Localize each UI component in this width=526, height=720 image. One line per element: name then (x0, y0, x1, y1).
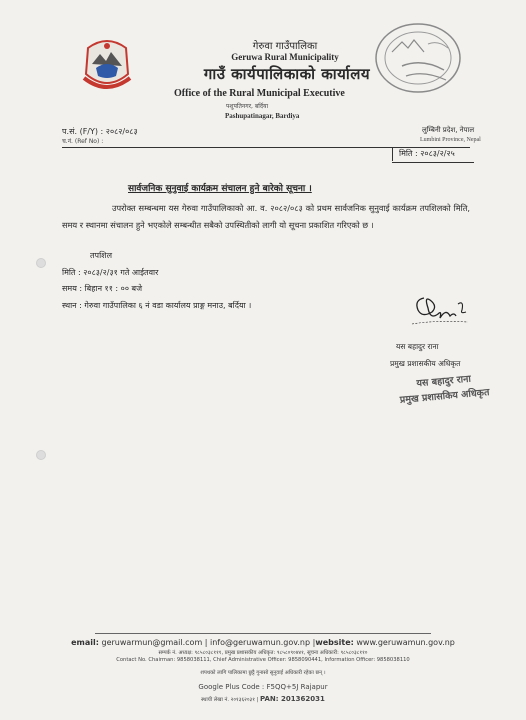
province-nepali: लुम्बिनी प्रदेश, नेपाल (422, 126, 475, 134)
notice-subject: सार्वजनिक सुनुवाई कार्यक्रम संचालन हुने बारेको सूचना । (128, 184, 312, 194)
nepal-emblem-icon (78, 34, 136, 96)
letter-date: मिति : २०८३/२/२५ (392, 147, 475, 161)
footer-contact-nepali: सम्पर्क नं. अध्यक्ष: ९८५८०३८१११, प्रमुख प्रशासकीय अधिकृत: ९८५८०९०४४१, सूचना अधिकारी: ९८५८०३८११० (158, 650, 368, 656)
pan-nepali: स्थायी लेखा नं. २०१३६२०३१ (201, 697, 255, 703)
event-date: मिति : २०८३/२/३१ गते आईतवार (62, 268, 159, 277)
office-seal-stamp (372, 18, 464, 98)
pan-line: स्थायी लेखा नं. २०१३६२०३१ | PAN: 201362031 (201, 695, 325, 703)
details-heading: तपशिल (90, 251, 113, 260)
event-place: स्थान : गेरुवा गाउँपालिका ६ नं वडा कार्यालय प्राङ्ग मनाउ, बर्दिया । (62, 301, 252, 310)
municipality-name-nepali: गेरुवा गाउँपालिका (252, 41, 318, 52)
footer-contact-line: email: geruwarmun@gmail.com | info@geruwamun.gov.np |website: www.geruwamun.gov.np (71, 638, 455, 647)
province-english: Lumbini Province, Nepal (420, 137, 481, 143)
municipality-name-english: Geruwa Rural Municipality (231, 52, 339, 62)
signatory-name: यस बहादुर राना (396, 342, 439, 351)
footer-note: शपथको लागि पालिकामा छुट्टै गुनासो सुनुवाई अधिकारी रहेका छन् । (200, 670, 326, 676)
pan-number: PAN: 201362031 (259, 695, 325, 703)
footer-divider (95, 633, 431, 634)
email-label: email: (71, 638, 99, 647)
footer-contact-english: Contact No. Chairman: 9858038111, Chief Administrative Officer: 9858090441, Information Officer: 9858038110 (116, 657, 410, 663)
info-email-address: info@geruwamun.gov.np (210, 638, 311, 647)
signatory-title: प्रमुख प्रशासकीय अधिकृत (390, 359, 461, 368)
stamp-name: यस बहादुर राना (416, 373, 472, 390)
google-plus-code: Google Plus Code : F5QQ+5J Rajapur (198, 683, 328, 691)
website-label: website: (315, 638, 354, 647)
office-name-english: Office of the Rural Municipal Executive (174, 88, 345, 99)
reference-number-line: च.नं. (Ref No) : (62, 138, 104, 145)
date-underline (392, 162, 474, 163)
notice-paragraph: उपरोक्त सम्बन्धमा यस गेरुवा गाउँपालिकाको आ. व. २०८२/०८३ को प्रथम सार्वजनिक सुनुवाई कार्यक्रम तपशिलको मिति, समय र स्थानमा संचालन हुने भएकोले सम्बन्धीत सबैको उपस्थितीको लागी यो सूचना प्रकाशित गरिएको छ । (62, 203, 470, 230)
punch-hole (36, 450, 46, 460)
event-time: समय : बिहान ११ : ०० बजे (62, 284, 143, 293)
website-url: www.geruwamun.gov.np (356, 638, 455, 647)
address-nepali: पशुपतिनगर, बर्दिया (226, 103, 269, 110)
fiscal-year-line: प.सं. (F/Y) : २०८२/०८३ (62, 127, 138, 136)
office-name-nepali: गाउँ कार्यपालिकाको कार्यालय (203, 65, 371, 83)
handwritten-signature (410, 290, 470, 330)
email-address: geruwarmun@gmail.com (101, 638, 203, 647)
punch-hole (36, 258, 46, 268)
address-english: Pashupatinagar, Bardiya (225, 112, 300, 120)
stamp-title: प्रमुख प्रशासकिय अधिकृत (399, 387, 490, 406)
notice-body (62, 200, 470, 234)
name-stamp (398, 370, 490, 406)
